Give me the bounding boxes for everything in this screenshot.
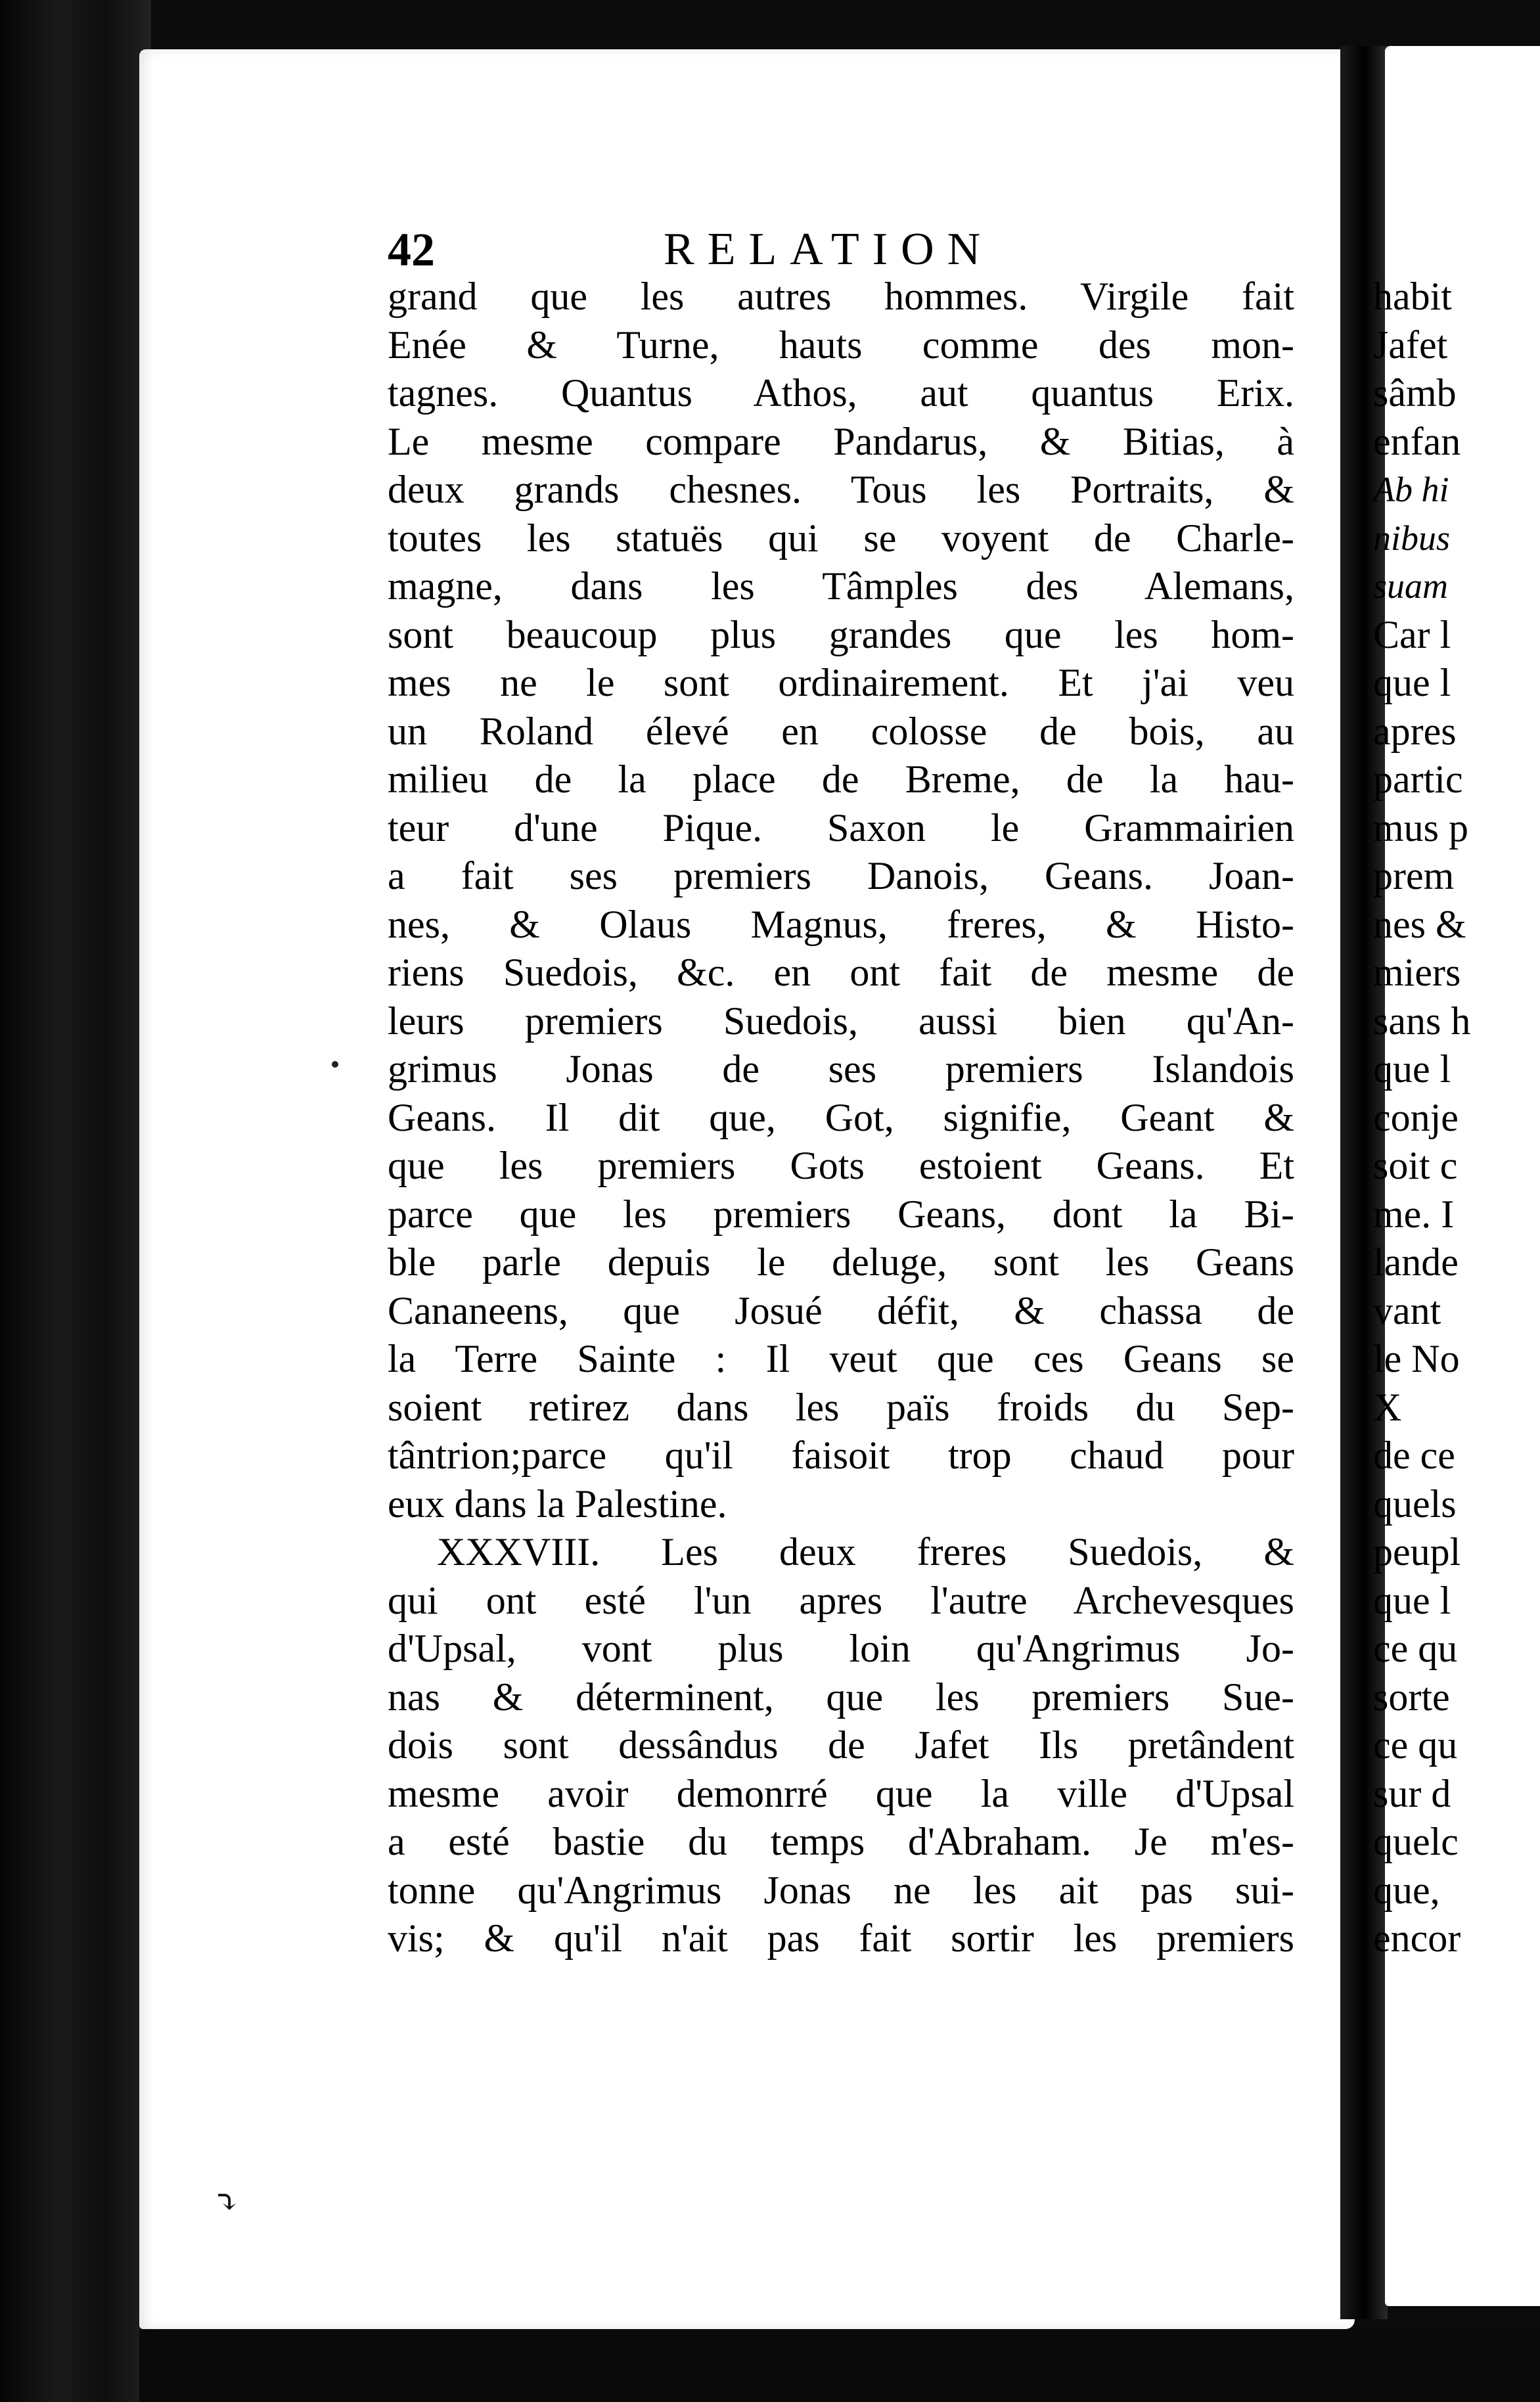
facing-text-line: vant (1373, 1288, 1441, 1332)
section-heading-line: XXXVIII. Les deux freres Suedois, & (437, 1530, 1294, 1574)
facing-text-line: nibus (1373, 518, 1451, 558)
text-line: soient retirez dans les païs froids du Sep- (388, 1385, 1294, 1429)
text-line: tântrion;parce qu'il faisoit trop chaud pour (388, 1434, 1294, 1477)
facing-text-line: miers (1373, 951, 1461, 994)
facing-text-line: peupl (1373, 1530, 1461, 1574)
facing-text-line: que l (1373, 661, 1451, 704)
facing-page-text (1373, 273, 1540, 1963)
facing-text-line: conje (1373, 1095, 1459, 1139)
text-line: Le mesme compare Pandarus, & Bitias, à (388, 419, 1294, 463)
text-line: Geans. Il dit que, Got, signifie, Geant & (388, 1095, 1294, 1139)
text-line: vis; & qu'il n'ait pas fait sortir les premiers (388, 1916, 1294, 1960)
text-line: nes, & Olaus Magnus, freres, & Histo- (388, 902, 1294, 946)
facing-text-line: le No (1373, 1337, 1460, 1380)
text-line: a esté bastie du temps d'Abraham. Je m'es- (388, 1820, 1294, 1863)
facing-text-line: prem (1373, 854, 1455, 897)
text-line: ble parle depuis le deluge, sont les Geans (388, 1240, 1294, 1284)
text-line: tagnes. Quantus Athos, aut quantus Erix. (388, 371, 1294, 415)
text-line: deux grands chesnes. Tous les Portraits, & (388, 468, 1294, 511)
text-line-paragraph-end: eux dans la Palestine. (388, 1482, 727, 1526)
facing-text-line: ce qu (1373, 1627, 1458, 1670)
facing-text-line: mus p (1373, 805, 1469, 850)
text-line: Cananeens, que Josué défit, & chassa de (388, 1288, 1294, 1332)
facing-text-line: que l (1373, 1578, 1451, 1622)
facing-text-line: que, (1373, 1868, 1440, 1912)
page-header (388, 220, 1294, 279)
text-line: que les premiers Gots estoient Geans. Et (388, 1144, 1294, 1187)
text-line: tonne qu'Angrimus Jonas ne les ait pas sui- (388, 1868, 1294, 1912)
text-line: mesme avoir demonrré que la ville d'Upsal (388, 1771, 1294, 1815)
text-line: qui ont esté l'un apres l'autre Archevesques (388, 1578, 1294, 1622)
text-line: mes ne le sont ordinairement. Et j'ai veu (388, 661, 1294, 704)
text-line: d'Upsal, vont plus loin qu'Angrimus Jo- (388, 1627, 1294, 1670)
page-number: 42 (388, 223, 435, 276)
facing-text-line: de ce (1373, 1434, 1455, 1477)
facing-text-line: quels (1373, 1482, 1457, 1526)
ink-smudge-mark: ⤵ (214, 2184, 240, 2221)
facing-text-line: Jafet (1373, 323, 1448, 367)
text-line: grand que les autres hommes. Virgile fait (388, 275, 1294, 318)
facing-text-line: me. I (1373, 1192, 1455, 1236)
text-line: riens Suedois, &c. en ont fait de mesme de (388, 951, 1294, 994)
text-line: a fait ses premiers Danois, Geans. Joan- (388, 854, 1294, 897)
facing-text-line: enfan (1373, 419, 1461, 463)
scan-bottom-shadow (139, 2329, 1540, 2402)
text-line: sont beaucoup plus grandes que les hom- (388, 612, 1294, 656)
main-text-block (388, 273, 1294, 1963)
facing-text-line: X (1373, 1385, 1402, 1429)
text-line: milieu de la place de Breme, de la hau- (388, 758, 1294, 801)
running-head: RELATION (664, 224, 994, 275)
facing-text-line: ce qu (1373, 1723, 1458, 1767)
text-line: toutes les statuës qui se voyent de Charle- (388, 516, 1294, 560)
facing-text-line: lande (1373, 1240, 1459, 1284)
facing-text-line: apres (1373, 709, 1457, 753)
text-line: leurs premiers Suedois, aussi bien qu'An- (388, 999, 1294, 1043)
facing-text-line: que l (1373, 1047, 1451, 1091)
facing-text-line: habit (1373, 275, 1452, 318)
facing-text-line: sorte (1373, 1675, 1450, 1719)
facing-text-line: quelc (1373, 1820, 1459, 1863)
facing-text-line: partic (1373, 758, 1463, 801)
facing-text-line: nes & (1373, 902, 1466, 946)
facing-text-line: soit c (1373, 1144, 1458, 1187)
text-line: Enée & Turne, hauts comme des mon- (388, 323, 1294, 367)
facing-text-line: Ab hi (1373, 470, 1449, 509)
ink-dot-mark (332, 1061, 338, 1068)
facing-text-line: encor (1373, 1916, 1461, 1960)
facing-text-line: Car l (1373, 612, 1451, 656)
text-line: grimus Jonas de ses premiers Islandois (388, 1047, 1294, 1091)
text-line: teur d'une Pique. Saxon le Grammairien (388, 805, 1294, 850)
text-line: nas & déterminent, que les premiers Sue- (388, 1675, 1294, 1719)
text-line: magne, dans les Tâmples des Alemans, (388, 564, 1294, 608)
text-line: la Terre Sainte : Il veut que ces Geans se (388, 1337, 1294, 1380)
text-line: dois sont dessândus de Jafet Ils pretândent (388, 1723, 1294, 1767)
text-line: un Roland élevé en colosse de bois, au (388, 709, 1294, 753)
facing-text-line: suam (1373, 566, 1449, 606)
text-line: parce que les premiers Geans, dont la Bi- (388, 1192, 1294, 1236)
book-binding-left (0, 0, 151, 2402)
facing-text-line: sur d (1373, 1771, 1451, 1815)
facing-text-line: sâmb (1373, 371, 1457, 415)
facing-text-line: sans h (1373, 999, 1471, 1043)
